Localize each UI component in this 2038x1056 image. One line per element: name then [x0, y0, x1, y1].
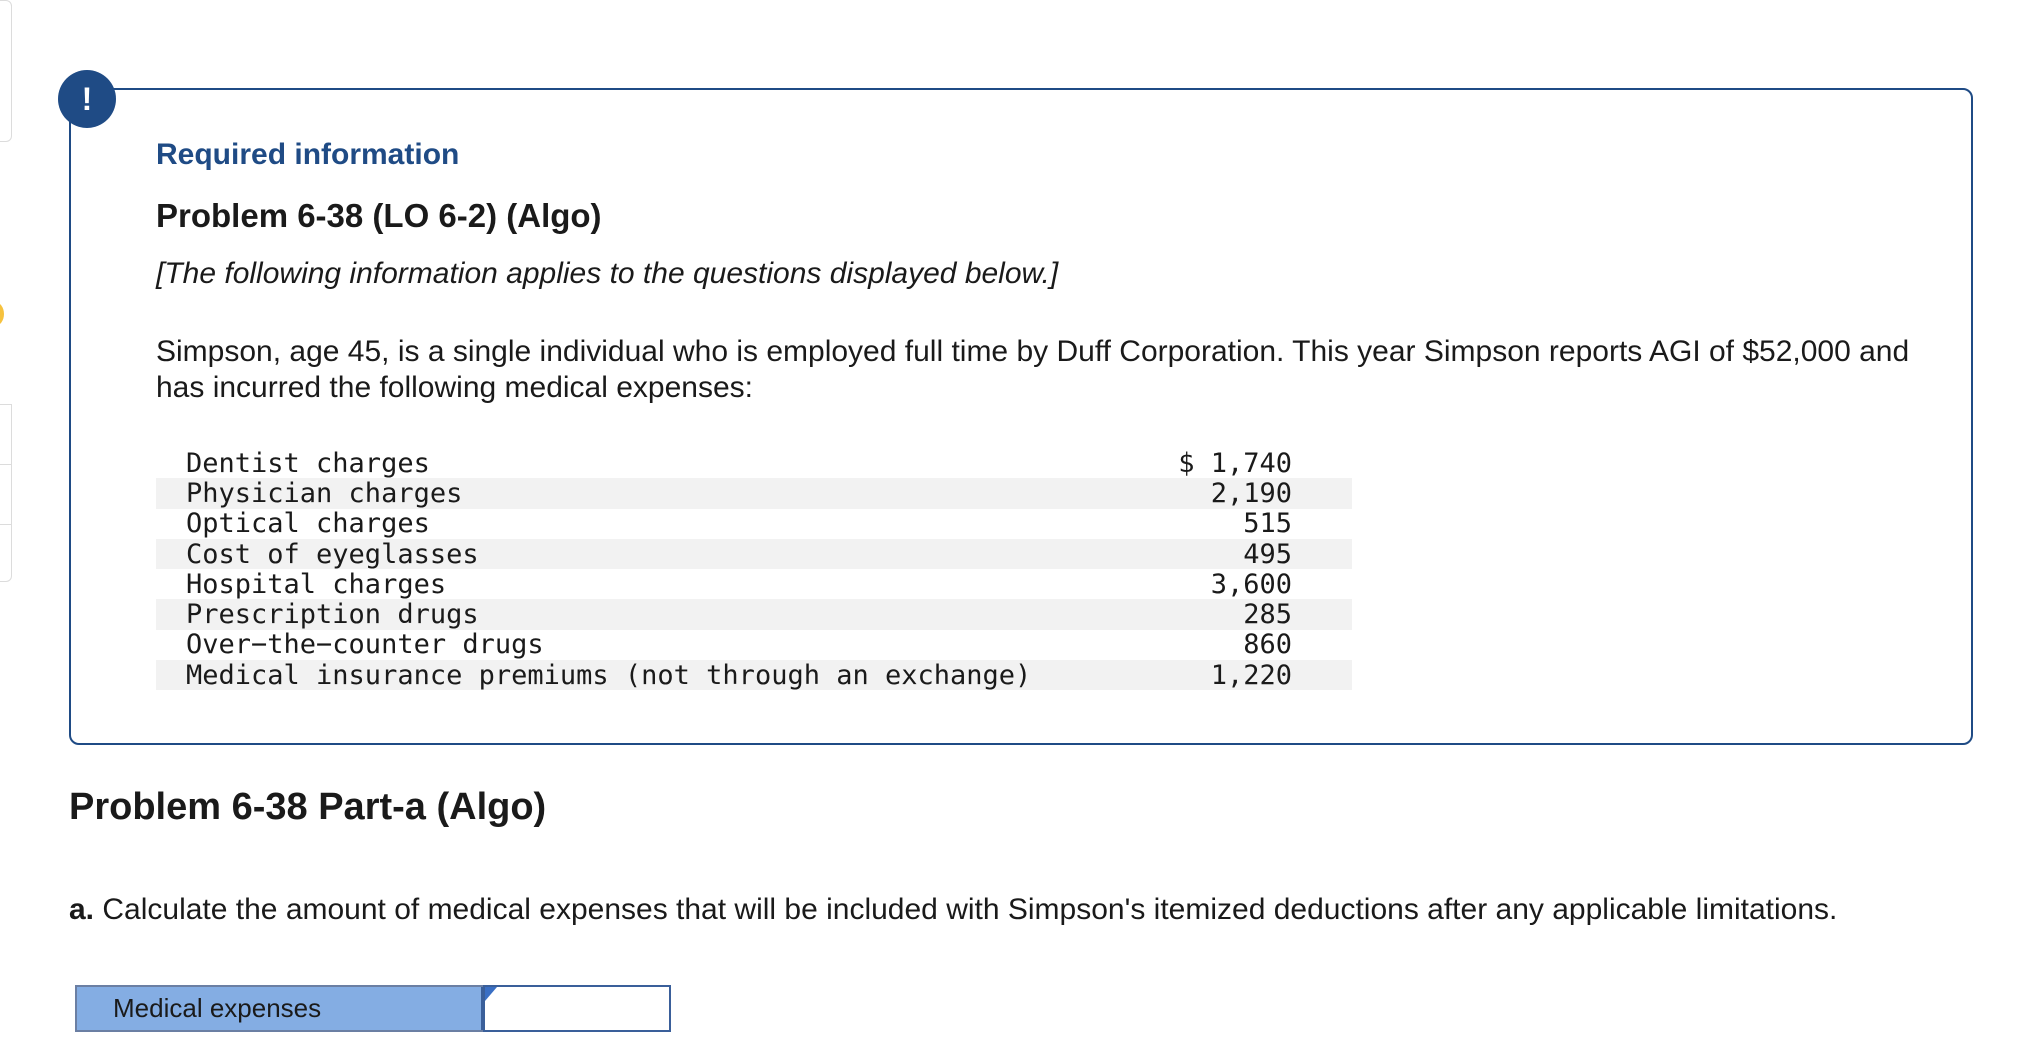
expense-amount: $ 1,740 [1178, 447, 1292, 479]
expense-amount: 860 [1243, 629, 1292, 661]
expense-label: Prescription drugs [186, 599, 479, 631]
table-row [156, 569, 1352, 599]
alert-icon: ! [58, 70, 116, 128]
question-letter: a. [69, 893, 95, 926]
expense-amount: 3,600 [1210, 568, 1292, 600]
table-row [156, 448, 1352, 478]
medical-expenses-input[interactable] [485, 987, 669, 1030]
table-row [156, 660, 1352, 690]
problem-title: Problem 6-38 (LO 6-2) (Algo) [156, 197, 602, 234]
answer-input-container [483, 985, 671, 1032]
part-title: Problem 6-38 Part-a (Algo) [69, 786, 547, 828]
medical-expenses-table [156, 448, 1352, 690]
expense-amount: 2,190 [1210, 477, 1292, 509]
table-row [156, 630, 1352, 660]
status-dot [0, 302, 4, 326]
expense-label: Hospital charges [186, 568, 447, 600]
expense-label: Cost of eyeglasses [186, 538, 479, 570]
scenario-text: Simpson, age 45, is a single individual who is employed full time by Duff Corporation. This year Simpson reports AGI of $52,000 and has incurred the following medical expenses: [156, 335, 1910, 404]
side-panel-fragment [0, 464, 12, 526]
applies-note: [The following information applies to the questions displayed below.] [156, 257, 1059, 290]
expense-amount: 1,220 [1210, 659, 1292, 691]
expense-label: Optical charges [186, 508, 430, 540]
side-panel-fragment [0, 0, 12, 142]
expense-label: Medical insurance premiums (not through an exchange) [186, 659, 1032, 691]
table-row [156, 509, 1352, 539]
required-information-heading: Required information [156, 138, 460, 171]
question-body: Calculate the amount of medical expenses that will be included with Simpson's itemized deductions after any applicable limitations. [102, 893, 1838, 926]
expense-label: Dentist charges [186, 447, 430, 479]
expense-label: Physician charges [186, 477, 463, 509]
expense-label: Over−the−counter drugs [186, 629, 544, 661]
side-panel-fragment [0, 404, 12, 466]
table-row [156, 478, 1352, 508]
side-panel-fragment [0, 524, 12, 582]
question-text [69, 893, 1837, 927]
input-flag-icon [485, 987, 497, 1001]
answer-label: Medical expenses [77, 987, 483, 1030]
expense-amount: 285 [1243, 599, 1292, 631]
expense-amount: 515 [1243, 508, 1292, 540]
table-row [156, 539, 1352, 569]
expense-amount: 495 [1243, 538, 1292, 570]
table-row [156, 599, 1352, 629]
answer-row [75, 985, 671, 1032]
